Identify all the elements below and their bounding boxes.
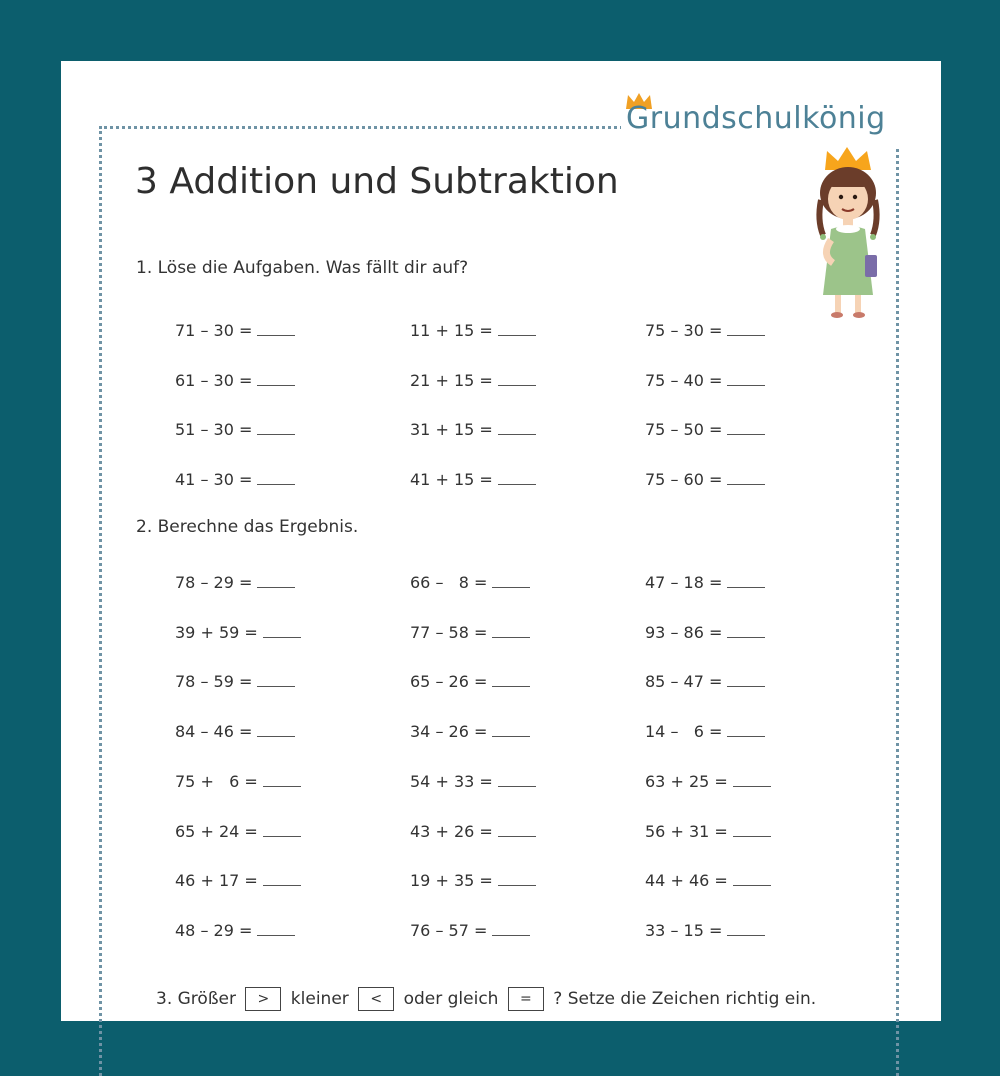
brand-logo: [621, 97, 941, 147]
task-item: [175, 811, 375, 841]
answer-blank[interactable]: [498, 483, 536, 485]
task-item: [410, 910, 610, 940]
answer-blank[interactable]: [257, 934, 295, 936]
task-expression: 19 + 35 =: [410, 871, 493, 891]
answer-blank[interactable]: [727, 586, 765, 588]
task-item: [175, 612, 375, 642]
answer-blank[interactable]: [492, 685, 530, 687]
answer-blank[interactable]: [492, 934, 530, 936]
answer-blank[interactable]: [257, 735, 295, 737]
task-item: [645, 761, 845, 791]
answer-blank[interactable]: [257, 586, 295, 588]
task-expression: 78 – 29 =: [175, 573, 253, 592]
task-item: [410, 562, 610, 592]
task-expression: 75 – 40 =: [645, 370, 723, 390]
task-item: [410, 360, 610, 390]
task-expression: 66 – 8 =: [410, 573, 488, 592]
task-item: [645, 562, 845, 592]
instruction-1: 1. Löse die Aufgaben. Was fällt dir auf?: [136, 258, 469, 278]
task-item: [645, 661, 845, 691]
task-expression: 85 – 47 =: [645, 672, 723, 692]
task-item: [645, 910, 845, 940]
task-expression: 78 – 59 =: [175, 672, 253, 692]
answer-blank[interactable]: [727, 934, 765, 936]
answer-blank[interactable]: [498, 384, 536, 386]
task-item: [645, 360, 845, 390]
answer-blank[interactable]: [498, 433, 536, 435]
brand-name: Grundschulkönig: [626, 101, 886, 136]
answer-blank[interactable]: [263, 884, 301, 886]
task-item: [410, 459, 610, 489]
answer-blank[interactable]: [733, 884, 771, 886]
answer-blank[interactable]: [498, 785, 536, 787]
task-item: [645, 711, 845, 741]
answer-blank[interactable]: [257, 334, 295, 336]
task-item: [410, 711, 610, 741]
task-expression: 51 – 30 =: [175, 420, 253, 440]
task-item: [410, 860, 610, 890]
task-expression: 14 – 6 =: [645, 722, 723, 742]
page-title: 3 Addition und Subtraktion: [135, 161, 619, 202]
task-expression: 33 – 15 =: [645, 920, 723, 940]
task-expression: 21 + 15 =: [410, 370, 493, 390]
greater-sign-box: >: [245, 987, 281, 1011]
task-expression: 61 – 30 =: [175, 370, 253, 390]
answer-blank[interactable]: [263, 636, 301, 638]
task-item: [175, 761, 375, 791]
answer-blank[interactable]: [498, 835, 536, 837]
worksheet-page: [61, 61, 941, 1021]
task-expression: 75 – 50 =: [645, 420, 723, 440]
answer-blank[interactable]: [492, 735, 530, 737]
task-item: [175, 360, 375, 390]
task-expression: 43 + 26 =: [410, 821, 493, 841]
task-item: [175, 409, 375, 439]
task-expression: 48 – 29 =: [175, 920, 253, 940]
answer-blank[interactable]: [263, 785, 301, 787]
answer-blank[interactable]: [727, 735, 765, 737]
answer-blank[interactable]: [257, 433, 295, 435]
task-expression: 76 – 57 =: [410, 920, 488, 940]
task-item: [410, 811, 610, 841]
task-expression: 65 + 24 =: [175, 821, 258, 841]
task-expression: 11 + 15 =: [410, 321, 493, 340]
answer-blank[interactable]: [733, 835, 771, 837]
task-expression: 34 – 26 =: [410, 722, 488, 742]
task-item: [410, 612, 610, 642]
task-expression: 56 + 31 =: [645, 821, 728, 841]
task-expression: 63 + 25 =: [645, 771, 728, 791]
answer-blank[interactable]: [727, 384, 765, 386]
answer-blank[interactable]: [257, 685, 295, 687]
task-expression: 84 – 46 =: [175, 722, 253, 742]
task-expression: 75 – 30 =: [645, 321, 723, 340]
answer-blank[interactable]: [727, 685, 765, 687]
task-expression: 41 + 15 =: [410, 469, 493, 489]
task-expression: 41 – 30 =: [175, 469, 253, 489]
task-item: [645, 459, 845, 489]
task-expression: 75 + 6 =: [175, 771, 258, 791]
instruction-2: 2. Berechne das Ergebnis.: [136, 517, 359, 537]
task-item: [175, 310, 375, 340]
task-expression: 31 + 15 =: [410, 420, 493, 440]
task-expression: 47 – 18 =: [645, 573, 723, 592]
task-item: [645, 811, 845, 841]
task-item: [175, 910, 375, 940]
answer-blank[interactable]: [727, 433, 765, 435]
answer-blank[interactable]: [263, 835, 301, 837]
task-expression: 44 + 46 =: [645, 871, 728, 891]
task-item: [175, 711, 375, 741]
task-expression: 39 + 59 =: [175, 622, 258, 642]
task-item: [645, 860, 845, 890]
smaller-sign-box: <: [358, 987, 394, 1011]
task-expression: 71 – 30 =: [175, 321, 253, 340]
task-item: [410, 661, 610, 691]
answer-blank[interactable]: [498, 884, 536, 886]
task-expression: 54 + 33 =: [410, 771, 493, 791]
answer-blank[interactable]: [727, 636, 765, 638]
task-item: [645, 409, 845, 439]
task-item: [175, 459, 375, 489]
task-expression: 77 – 58 =: [410, 622, 488, 642]
answer-blank[interactable]: [733, 785, 771, 787]
answer-blank[interactable]: [727, 483, 765, 485]
instruction-3: 3. Größer > kleiner < oder gleich = ? Setze die Zeichen richtig ein.: [156, 989, 817, 1009]
answer-blank[interactable]: [492, 586, 530, 588]
task-expression: 93 – 86 =: [645, 622, 723, 642]
girl-mascot-illustration: [813, 145, 893, 320]
task-item: [175, 562, 375, 592]
task-expression: 75 – 60 =: [645, 469, 723, 489]
task-item: [175, 661, 375, 691]
task-item: [645, 310, 845, 340]
answer-blank[interactable]: [257, 384, 295, 386]
answer-blank[interactable]: [492, 636, 530, 638]
task-item: [410, 310, 610, 340]
answer-blank[interactable]: [498, 334, 536, 336]
equal-sign-box: =: [508, 987, 544, 1011]
task-expression: 46 + 17 =: [175, 871, 258, 891]
answer-blank[interactable]: [727, 334, 765, 336]
answer-blank[interactable]: [257, 483, 295, 485]
task-item: [645, 612, 845, 642]
task-item: [175, 860, 375, 890]
task-expression: 65 – 26 =: [410, 672, 488, 692]
task-item: [410, 761, 610, 791]
task-item: [410, 409, 610, 439]
